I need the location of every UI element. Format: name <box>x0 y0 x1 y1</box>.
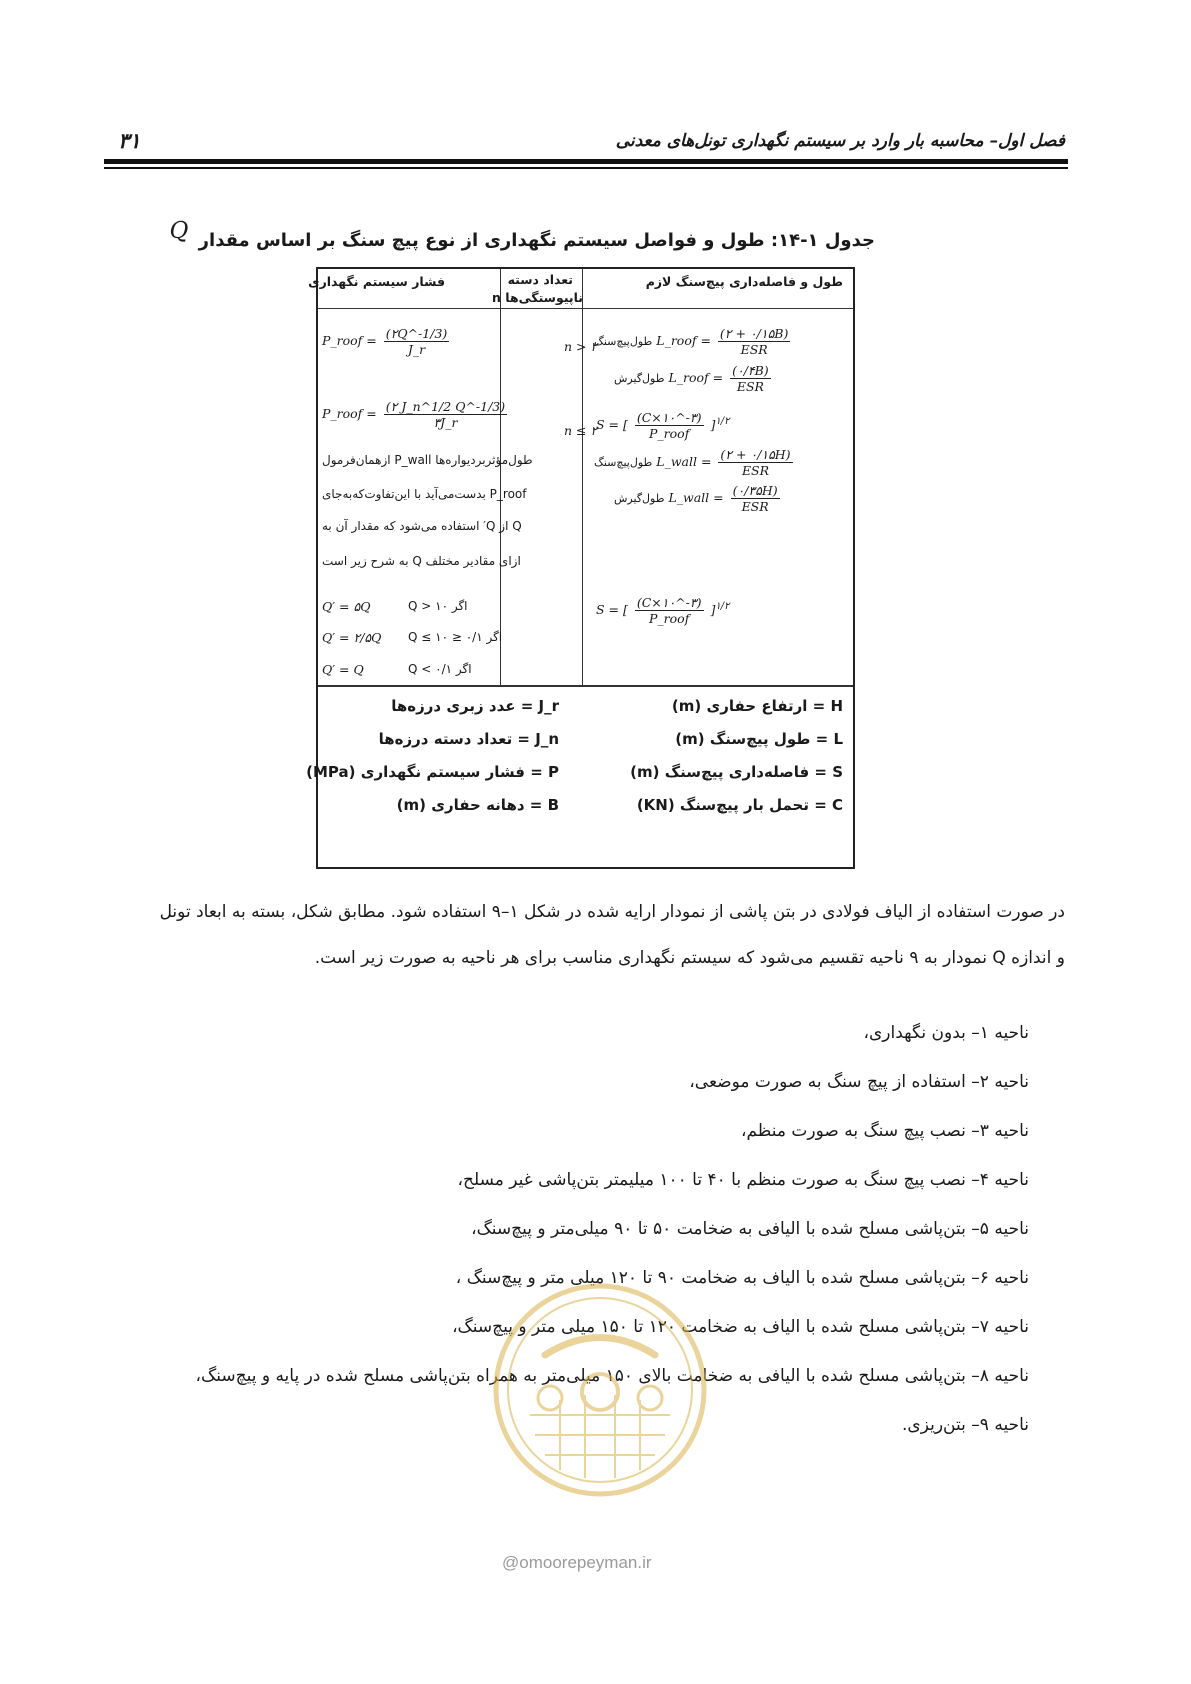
zone-item-4: ناحیه ۴– نصب پیچ سنگ به صورت منظم با ۴۰ تا ۱۰۰ میلیمتر بتن‌پاشی غیر مسلح، <box>457 1170 1029 1190</box>
l-roof-bolt-lhs: L_roof = <box>656 333 711 348</box>
legend-b: B = دهانه حفاری (m) <box>396 796 559 814</box>
formula-s-wall: S = [ (C×۱۰^-۳) P_roof ]$^{۱/۲}$ <box>596 595 730 626</box>
l-roof-bolt-num: (۲ + ۰/۱۵B) <box>719 326 789 341</box>
p1-num: (۲Q^-1/3) <box>385 326 448 341</box>
s-wall-den: P_roof <box>649 611 690 626</box>
page-number: ۳۱ <box>118 128 141 153</box>
gear-icon <box>582 1374 618 1410</box>
legend-p: P = فشار سیستم نگهداری (MPa) <box>306 763 559 781</box>
p-note-3: Q از Q′ استفاده می‌شود که مقدار آن به <box>322 519 522 533</box>
p-note-2: P_roof بدست‌می‌آید با این‌تفاوت‌که‌به‌جای <box>322 487 527 501</box>
formula-l-roof-grip <box>614 363 774 394</box>
zone-item-3: ناحیه ۳– نصب پیچ سنگ به صورت منظم، <box>741 1121 1029 1141</box>
s-wall-num: (C×۱۰^-۳) <box>636 595 702 610</box>
l-wall-grip-label: طول‌گیرش <box>614 492 665 505</box>
table-caption-symbol: Q <box>169 218 189 244</box>
table-divider-h1 <box>318 308 853 309</box>
s-roof-lhs: S = [ <box>596 417 628 432</box>
formula-l-wall-grip <box>614 483 783 514</box>
seal-lettering-icon <box>545 1338 655 1356</box>
zone-item-8: ناحیه ۸– بتن‌پاشی مسلح شده با الیافی به ضخامت بالای ۱۵۰ میلی‌متر به همراه بتن‌پاشی مسلح شده در پایه و پیچ‌سنگ، <box>195 1366 1029 1386</box>
p1-den: J_r <box>407 342 426 357</box>
legend-s: S = فاصله‌داری پیچ‌سنگ (m) <box>630 763 843 781</box>
s-roof-den: P_roof <box>649 426 690 441</box>
table-divider-v1 <box>500 269 501 685</box>
n-less-equal-2: n ≤ ۲ <box>564 423 598 438</box>
chapter-title: فصل اول– محاسبه بار وارد بر سیستم نگهداری تونل‌های معدنی <box>615 131 1065 151</box>
l-wall-bolt-lhs: L_wall = <box>656 454 712 469</box>
l-wall-bolt-num: (۲ + ۰/۱۵H) <box>720 447 791 462</box>
zone-item-1: ناحیه ۱– بدون نگهداری، <box>863 1023 1029 1043</box>
body-paragraph-line-2: و اندازه Q نمودار به ۹ ناحیه تقسیم می‌شود که سیستم نگهداری مناسب برای هر ناحیه به صورت زیر است. <box>314 948 1065 968</box>
header-rule-thick <box>104 159 1068 164</box>
p2-lhs: P_roof = <box>322 406 377 421</box>
watermark-site: @omoorepeyman.ir <box>502 1553 652 1572</box>
zone-item-6: ناحیه ۶– بتن‌پاشی مسلح شده با الیاف به ضخامت ۹۰ تا ۱۲۰ میلی متر و پیچ‌سنگ ، <box>455 1268 1029 1288</box>
l-roof-grip-num: (۰/۴B) <box>732 363 769 378</box>
q-rule-1-formula: Q′ = ۵Q <box>322 599 371 614</box>
table-divider-h2 <box>318 685 853 687</box>
header-joints-2: ناپیوستگی‌ها n <box>492 290 583 305</box>
bolt-support-table <box>306 267 855 869</box>
l-wall-bolt-label: طول‌پیچ‌سنگ <box>594 456 653 469</box>
zone-item-5: ناحیه ۵– بتن‌پاشی مسلح شده با الیافی به ضخامت ۵۰ تا ۹۰ میلی‌متر و پیچ‌سنگ، <box>471 1219 1029 1239</box>
l-roof-grip-label: طول‌گیرش <box>614 372 665 385</box>
formula-l-wall-bolt <box>594 447 796 478</box>
formula-p-roof-1 <box>322 326 452 357</box>
l-roof-grip-den: ESR <box>736 379 764 394</box>
header-bolt: طول و فاصله‌داری پیچ‌سنگ لازم <box>645 274 843 289</box>
l-roof-bolt-label: طول‌پیچ‌سنگ <box>594 335 653 348</box>
legend-jn: J_n = تعداد دسته درزه‌ها <box>378 730 559 748</box>
s-roof-exp: ۱/۲ <box>715 415 730 427</box>
n-greater-than-2: n > ۲ <box>564 339 598 354</box>
zone-item-2: ناحیه ۲– استفاده از پیچ سنگ به صورت موضعی، <box>689 1072 1029 1092</box>
legend-c: C = تحمل بار پیچ‌سنگ (KN) <box>636 796 843 814</box>
p-note-4: ازای مقادیر مختلف Q به شرح زیر است <box>322 554 521 568</box>
header-pressure: فشار سیستم نگهداری <box>308 274 445 289</box>
scale-icon <box>538 1386 562 1410</box>
formula-l-roof-bolt <box>594 326 793 357</box>
formula-s-roof: S = [ (C×۱۰^-۳) P_roof ]$^{۱/۲}$ <box>596 410 730 441</box>
p-note-1: طول‌مؤثربردیواره‌ها P_wall ازهمان‌فرمول <box>322 453 533 467</box>
p2-den: ۳J_r <box>433 415 458 430</box>
p1-lhs: P_roof = <box>322 333 377 348</box>
l-wall-grip-num: (۰/۳۵H) <box>732 483 778 498</box>
l-wall-grip-den: ESR <box>741 499 769 514</box>
legend-l: L = طول پیچ‌سنگ (m) <box>675 730 843 748</box>
formula-p-roof-2 <box>322 399 510 430</box>
body-paragraph-line-1: در صورت استفاده از الیاف فولادی در بتن پاشی از نمودار ارایه شده در شکل ۱–۹ استفاده شود. مطابق شکل، بسته به ابعاد تونل <box>159 902 1065 922</box>
l-wall-grip-lhs: L_wall = <box>668 490 724 505</box>
mixer-icon <box>638 1386 662 1410</box>
l-roof-bolt-den: ESR <box>740 342 768 357</box>
l-wall-bolt-den: ESR <box>741 463 770 478</box>
l-roof-grip-lhs: L_roof = <box>668 370 724 385</box>
zone-item-7: ناحیه ۷– بتن‌پاشی مسلح شده با الیاف به ضخامت ۱۲۰ تا ۱۵۰ میلی متر و پیچ‌سنگ، <box>452 1317 1029 1337</box>
zone-item-9: ناحیه ۹– بتن‌ریزی. <box>902 1415 1029 1435</box>
q-rule-1-cond: اگر Q > ۱۰ <box>408 599 468 613</box>
legend-h: H = ارتفاع حفاری (m) <box>671 697 843 715</box>
header-joints-1: تعداد دسته <box>507 272 573 287</box>
table-caption <box>169 218 875 252</box>
p2-num: (۲ J_n^1/2 Q^-1/3) <box>385 399 506 414</box>
q-rule-3-formula: Q′ = Q <box>322 662 364 677</box>
s-wall-exp: ۱/۲ <box>715 600 730 612</box>
q-rule-2-cond: اگر ۰/۱ ≤ Q ≤ ۱۰ <box>408 630 503 644</box>
watermark-seal <box>490 1280 710 1500</box>
q-rule-3-cond: اگر Q < ۰/۱ <box>408 662 472 676</box>
table-caption-text: جدول ۱-۱۴: طول و فواصل سیستم نگهداری از نوع پیچ سنگ بر اساس مقدار <box>198 230 875 251</box>
s-wall-lhs: S = [ <box>596 602 628 617</box>
header-rule-thin <box>104 167 1068 169</box>
q-rule-2-formula: Q′ = ۲/۵Q <box>322 630 382 645</box>
legend-jr: J_r = عدد زبری درزه‌ها <box>391 697 559 715</box>
s-roof-num: (C×۱۰^-۳) <box>636 410 702 425</box>
table-divider-v2 <box>582 269 583 685</box>
